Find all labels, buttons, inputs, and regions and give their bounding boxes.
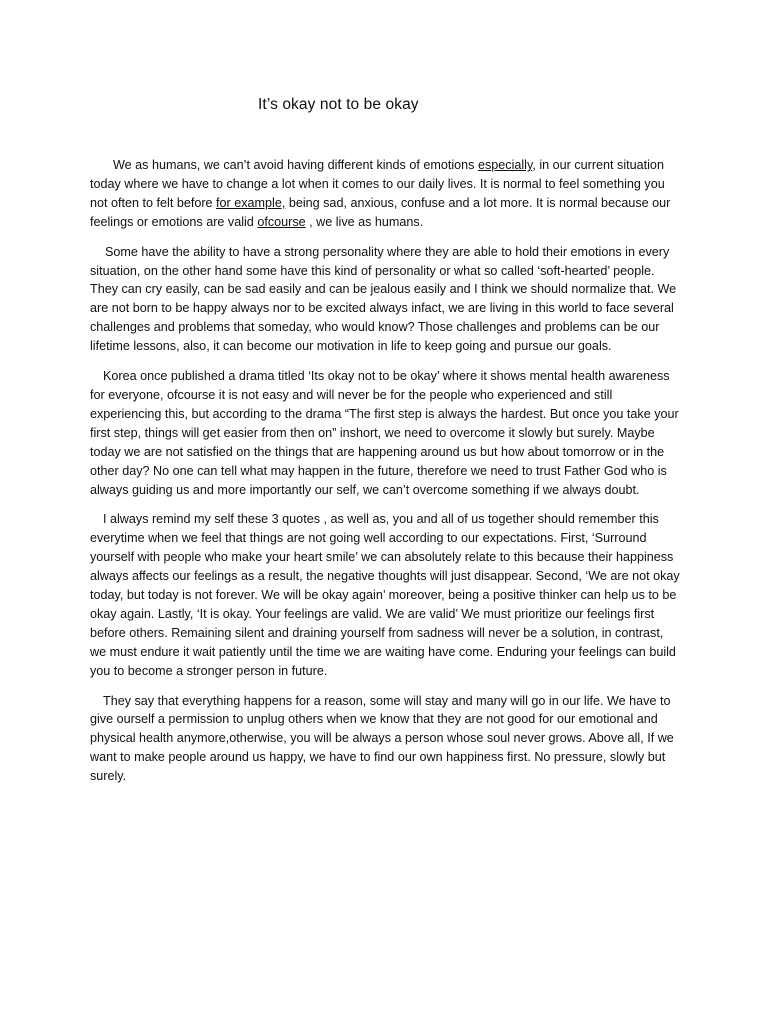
paragraph-1-text: , in our current situation today where we have to change a lot when it comes to our daily lives. It is normal to feel something you not often to felt before bbox=[90, 158, 665, 210]
underlined-phrase-for-example: for example, bbox=[216, 195, 286, 210]
paragraph-2-text: Some have the ability to have a strong personality where they are able to hold their emotions in every situation, on the other hand some have this kind of personality or what so called ‘soft-hearted’ people. They can cry easily, can be sad easily and can be jealous easily and I think we should normalize that. We are not born to be happy always nor to be excited always infact, we are living in this world to face several challenges and problems that someday, who would know? Those challenges and problems can be our lifetime lessons, also, it can become our motivation in life to keep going and pursue our goals. bbox=[90, 244, 677, 354]
paragraph-3 bbox=[90, 367, 682, 499]
document-body bbox=[90, 156, 682, 797]
paragraph-2 bbox=[90, 243, 682, 356]
paragraph-4 bbox=[90, 510, 682, 680]
paragraph-3-text: Korea once published a drama titled ‘Its okay not to be okay’ where it shows mental health awareness for everyone, ofcourse it is not easy and will never be for the people who experienced and still experiencing this, but according to the drama “The first step is always the hardest. But once you take your first step, things will get easier from then on” inshort, we need to overcome it slowly but surely. Maybe today we are not satisfied on the things that are happening around us but how about tomorrow or in the other day? No one can tell what may happen in the future, therefore we need to trust Father God who is always guiding us and more importantly our self, we can’t overcome something if we always doubt. bbox=[90, 369, 679, 497]
paragraph-4-text: I always remind my self these 3 quotes , as well as, you and all of us together should remember this everytime when we feel that things are not going well according to our expectations. First, ‘Surround yourself with people who make your heart smile’ we can absolutely relate to this because their happiness always affects our feelings as a result, the negative thoughts will just disappear. Second, ‘We are not okay today, but today is not forever. We will be okay again’ moreover, being a positive thinker can help us to be okay again. Lastly, ‘It is okay. Your feelings are valid. We are valid’ We must prioritize our feelings first before others. Remaining silent and draining yourself from sadness will never be a solution, in contrast, we must endure it wait patiently until the time we are waiting have come. Enduring your feelings can build you to become a stronger person in future. bbox=[90, 512, 680, 678]
paragraph-5 bbox=[90, 692, 682, 787]
underlined-word-ofcourse: ofcourse bbox=[257, 214, 306, 229]
underlined-word-especially: especially bbox=[477, 158, 533, 172]
paragraph-1 bbox=[90, 156, 682, 232]
paragraph-1-text: , we live as humans. bbox=[305, 214, 424, 229]
paragraph-5-text: They say that everything happens for a reason, some will stay and many will go in our life. We have to give ourself a permission to unplug others when we know that they are not good for our emotional and physical health anymore,otherwise, you will be always a person whose soul never grows. Above all, If we want to make people around us happy, we have to find our own happiness first. No pressure, slowly but surely. bbox=[90, 693, 674, 784]
paragraph-1-text: being sad, anxious, confuse and a lot more. It is normal because our feelings or emotions are valid bbox=[90, 195, 671, 229]
paragraph-1-text: We as humans, we can’t avoid having different kinds of emotions bbox=[113, 158, 478, 172]
document-title: It’s okay not to be okay bbox=[258, 96, 419, 113]
